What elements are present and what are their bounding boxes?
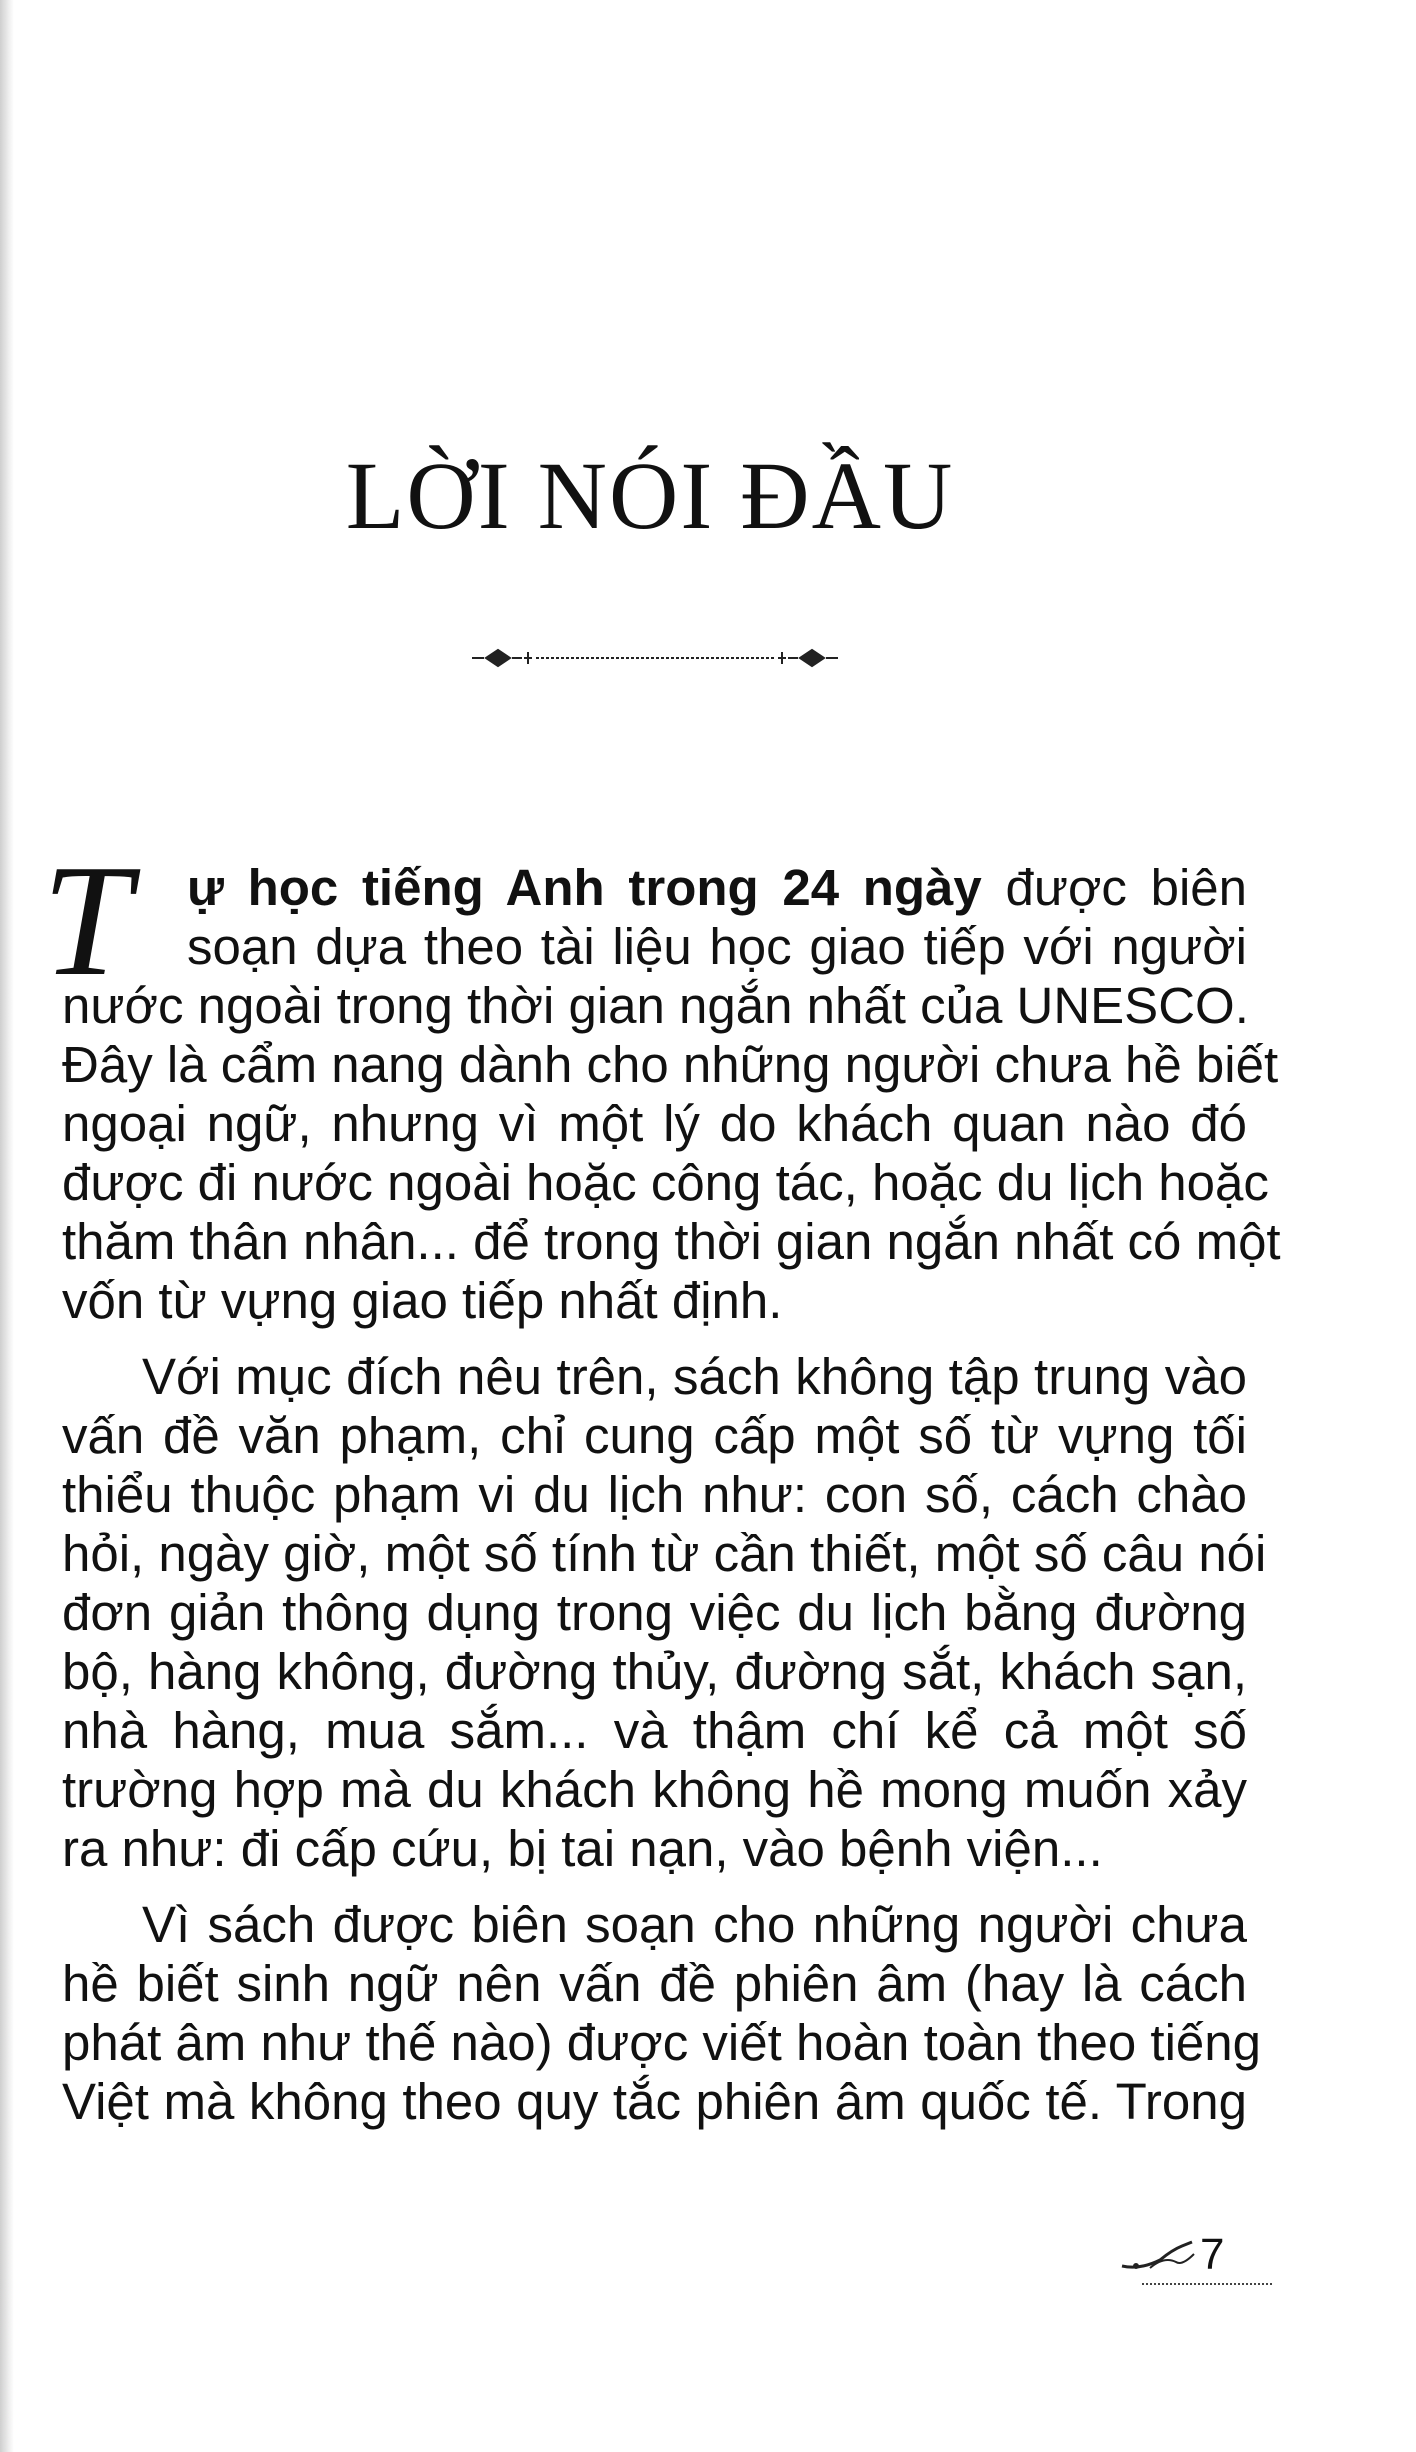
drop-cap: T (42, 831, 131, 1009)
text-line: bộ, hàng không, đường thủy, đường sắt, khách sạn, (62, 1643, 1247, 1700)
text-line: nước ngoài trong thời gian ngắn nhất của UNESCO. (62, 977, 1249, 1034)
text-line: đơn giản thông dụng trong việc du lịch bằng đường (62, 1584, 1247, 1641)
text-line: Vì sách được biên soạn cho những người chưa (142, 1896, 1247, 1953)
text-line: phát âm như thế nào) được viết hoàn toàn theo tiếng (62, 2014, 1262, 2071)
text-line: soạn dựa theo tài liệu học giao tiếp với người (187, 918, 1247, 975)
page-number: 7 (1200, 2230, 1225, 2279)
book-title-bold: ự học tiếng Anh trong 24 ngày (187, 859, 982, 916)
text-line: Đây là cẩm nang dành cho những người chưa hề biết (62, 1036, 1279, 1093)
page-number-rule (1142, 2283, 1272, 2285)
text-line: được đi nước ngoài hoặc công tác, hoặc du lịch hoặc (62, 1154, 1269, 1211)
text-line: thiểu thuộc phạm vi du lịch như: con số, cách chào (62, 1466, 1247, 1523)
text-line: trường hợp mà du khách không hề mong muốn xảy (62, 1761, 1247, 1818)
text-line: vốn từ vựng giao tiếp nhất định. (62, 1272, 783, 1329)
text-line: vấn đề văn phạm, chỉ cung cấp một số từ vựng tối (62, 1407, 1247, 1464)
text-span: được biên (1005, 859, 1248, 916)
text-line (62, 858, 1247, 917)
title-divider-ornament (470, 638, 840, 678)
text-line: Với mục đích nêu trên, sách không tập trung vào (142, 1348, 1247, 1405)
body-text (42, 831, 1281, 2148)
page-title: LỜI NÓI ĐẦU (345, 442, 955, 549)
text-line: ngoại ngữ, nhưng vì một lý do khách quan nào đó (62, 1095, 1247, 1152)
paragraph-2 (62, 1347, 1267, 1878)
paragraph-3 (62, 1895, 1262, 2131)
paragraph-1 (42, 831, 1281, 1330)
text-line: thăm thân nhân... để trong thời gian ngắn nhất có một (62, 1213, 1281, 1270)
text-line: hỏi, ngày giờ, một số tính từ cần thiết, một số câu nói (62, 1525, 1267, 1582)
page-edge-shadow (0, 0, 14, 2452)
text-line: ra như: đi cấp cứu, bị tai nạn, vào bệnh viện... (62, 1820, 1103, 1877)
text-line: nhà hàng, mua sắm... và thậm chí kể cả một số (62, 1702, 1247, 1759)
page-number-flourish-icon (1120, 2236, 1200, 2276)
text-line: hề biết sinh ngữ nên vấn đề phiên âm (hay là cách (62, 1955, 1247, 2012)
text-line: Việt mà không theo quy tắc phiên âm quốc tế. Trong (62, 2073, 1247, 2130)
